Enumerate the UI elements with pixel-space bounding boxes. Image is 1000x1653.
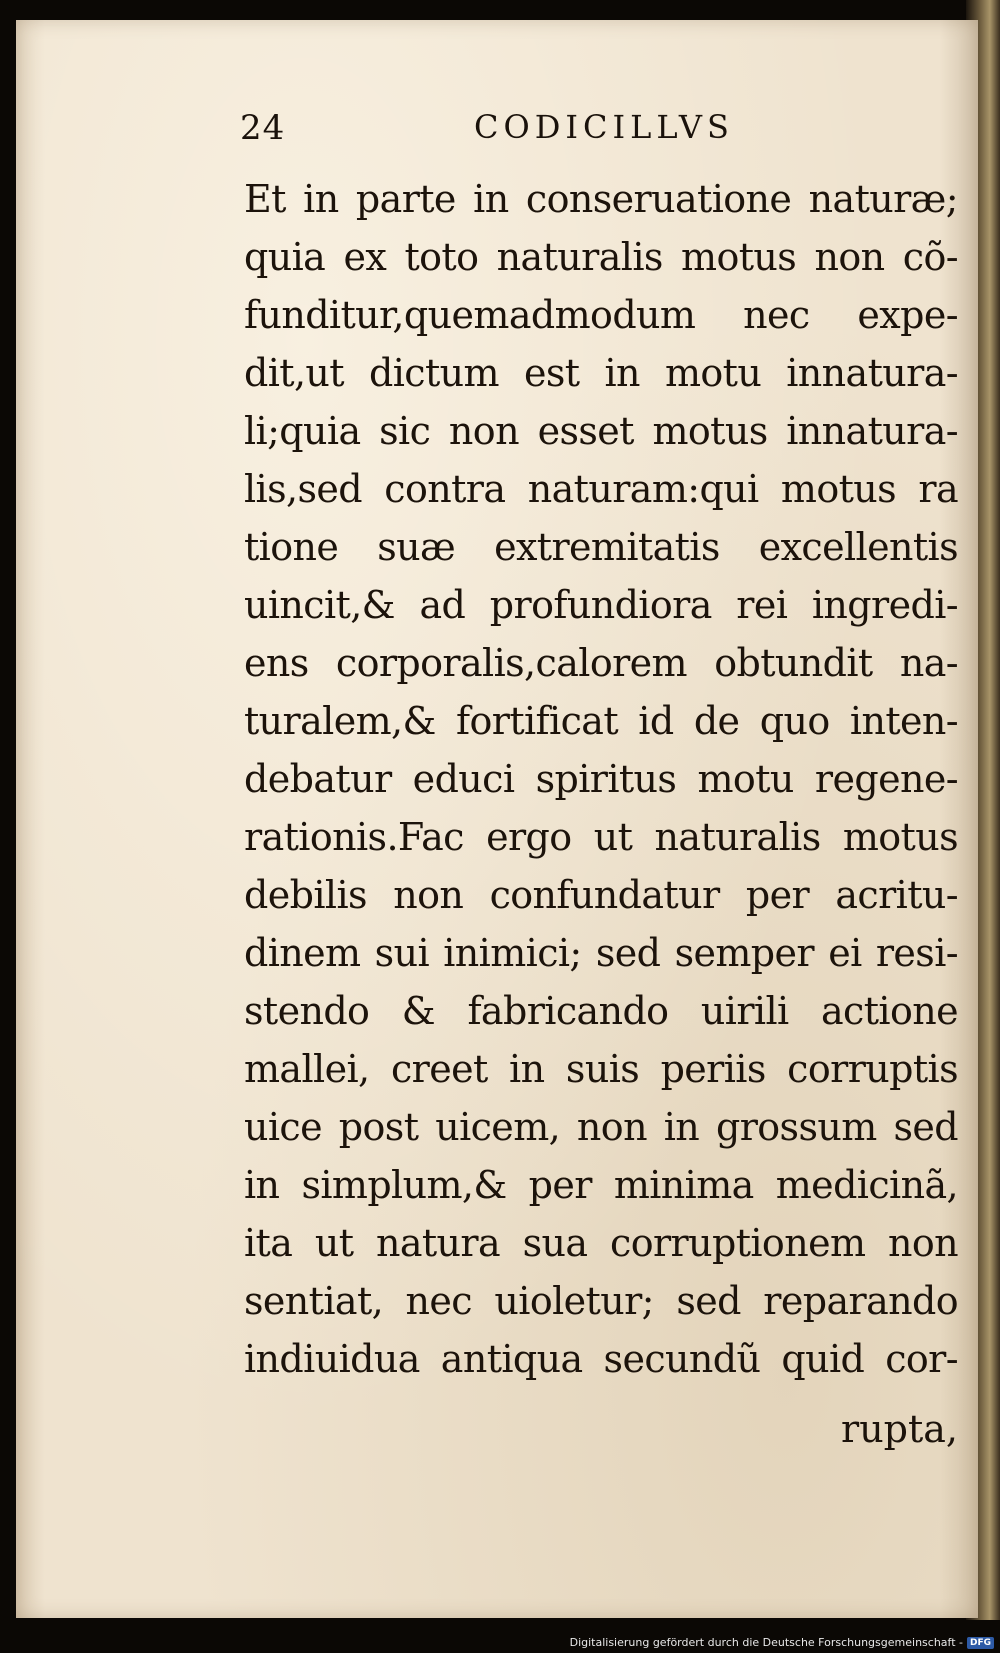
text-line: ita ut natura sua corruptionem non [244, 1221, 958, 1265]
page-number: 24 [240, 108, 286, 148]
text-line: ens corporalis,calorem obtundit na- [244, 641, 958, 685]
text-line: quia ex toto naturalis motus non cõ- [244, 235, 958, 279]
body-text [244, 170, 958, 1388]
text-line: debatur educi spiritus motu regene- [244, 757, 958, 801]
text-line: turalem,& fortificat id de quo inten- [244, 699, 958, 743]
page-header [16, 108, 978, 158]
text-line: indiuidua antiqua secundũ quid cor- [244, 1337, 958, 1381]
dfg-logo: DFG [967, 1637, 994, 1649]
text-line: Et in parte in conseruatione naturæ; [244, 177, 958, 221]
text-line: debilis non confundatur per acritu- [244, 873, 958, 917]
text-line: uincit,& ad profundiora rei ingredi- [244, 583, 958, 627]
text-line: lis,sed contra naturam:qui motus ra [244, 467, 958, 511]
text-line: in simplum,& per minima medicinã, [244, 1163, 958, 1207]
catchword: rupta, [841, 1407, 958, 1451]
text-line: rationis.Fac ergo ut naturalis motus [244, 815, 958, 859]
text-line: sentiat, nec uioletur; sed reparando [244, 1279, 958, 1323]
text-line: mallei, creet in suis periis corruptis [244, 1047, 958, 1091]
text-line: dit,ut dictum est in motu innatura- [244, 351, 958, 395]
text-line: tione suæ extremitatis excellentis [244, 525, 958, 569]
text-line: stendo & fabricando uirili actione [244, 989, 958, 1033]
text-line: funditur,quemadmodum nec expe- [244, 293, 958, 337]
digitization-credit [570, 1636, 994, 1649]
book-page [16, 20, 978, 1618]
running-head: CODICILLVS [474, 108, 734, 146]
text-line: li;quia sic non esset motus innatura- [244, 409, 958, 453]
text-line: uice post uicem, non in grossum sed [244, 1105, 958, 1149]
text-line: dinem sui inimici; sed semper ei resi- [244, 931, 958, 975]
credit-text: Digitalisierung gefördert durch die Deutsche Forschungsgemeinschaft - [569, 1636, 963, 1649]
